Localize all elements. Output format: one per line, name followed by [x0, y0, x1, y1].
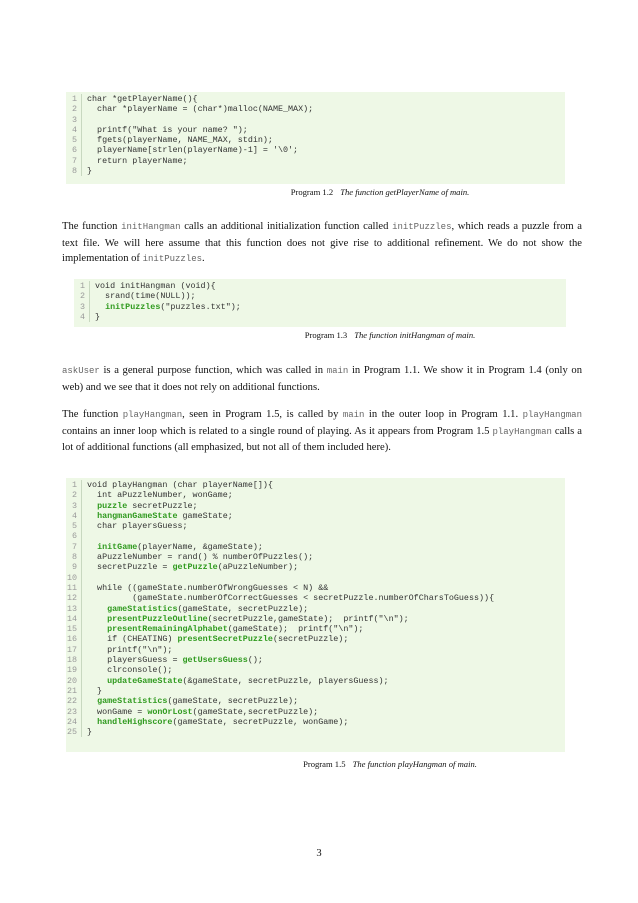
- code-segment: (&gameState, secretPuzzle, playersGuess);: [182, 675, 389, 686]
- line-number: 13: [66, 604, 82, 614]
- line-number: 14: [66, 614, 82, 624]
- line-number: 3: [66, 115, 82, 125]
- code-segment: (gameState, secretPuzzle, wonGame);: [172, 716, 349, 727]
- code-listing-program-1-5: [66, 478, 565, 752]
- paragraph-ask-user: [62, 363, 582, 395]
- code-line: [66, 135, 565, 145]
- caption-label: Program 1.5: [303, 759, 346, 769]
- code-text: [87, 501, 198, 511]
- code-line: [66, 156, 565, 166]
- code-text: [87, 583, 328, 593]
- line-number: 12: [66, 593, 82, 603]
- caption-label: Program 1.3: [304, 330, 348, 340]
- code-line: [66, 645, 565, 655]
- code-text: [95, 312, 100, 322]
- inline-code: main: [342, 410, 365, 420]
- line-number: 1: [74, 281, 90, 291]
- line-number: 6: [66, 145, 82, 155]
- code-segment: secretPuzzle;: [127, 500, 198, 511]
- code-segment: (aPuzzleNumber);: [217, 562, 299, 573]
- line-number: 5: [66, 135, 82, 145]
- code-segment: [87, 676, 107, 686]
- paragraph-text: is a general purpose function, which was called in: [99, 365, 327, 376]
- code-line: [66, 501, 565, 511]
- caption-text: The function playHangman of main.: [352, 759, 477, 769]
- code-listing-program-1-3: [74, 279, 566, 327]
- code-text: [87, 94, 198, 104]
- code-line: [66, 686, 565, 696]
- inline-code: askUser: [62, 366, 100, 376]
- code-segment: playersGuess =: [87, 655, 183, 666]
- line-number: 19: [66, 665, 82, 675]
- emphasized-function-name: hangmanGameState: [97, 510, 178, 521]
- code-segment: printf("\n");: [87, 644, 173, 655]
- code-listing-program-1-2: [66, 92, 565, 184]
- code-segment: }: [87, 685, 103, 696]
- line-number: 11: [66, 583, 82, 593]
- inline-code: initPuzzles: [142, 254, 203, 265]
- line-number: 9: [66, 562, 82, 572]
- line-number: 23: [66, 707, 82, 717]
- caption-program-1-2: [120, 187, 638, 197]
- code-line: [66, 655, 565, 665]
- code-line: [66, 531, 565, 541]
- paragraph-text: in Program 1.1. We show it in Program 1.4 (only on web) and we see that it does not rely on additional functions.: [62, 365, 583, 393]
- code-text: [87, 562, 298, 572]
- caption-text: The function getPlayerName of main.: [340, 187, 470, 197]
- line-number: 2: [66, 104, 82, 114]
- line-number: 4: [74, 312, 90, 322]
- emphasized-function-name: puzzle: [97, 500, 128, 511]
- code-text: [87, 624, 363, 634]
- line-number: 25: [66, 727, 82, 737]
- code-text: [87, 604, 308, 614]
- line-number: 7: [66, 156, 82, 166]
- code-line: [66, 727, 565, 737]
- inline-code: main: [326, 366, 349, 376]
- code-text: [87, 665, 172, 675]
- code-text: [87, 490, 233, 500]
- code-line: [66, 665, 565, 675]
- paragraph-text: The function: [62, 409, 123, 420]
- code-line: [66, 583, 565, 593]
- code-segment: return playerName;: [87, 155, 188, 166]
- code-text: [87, 542, 263, 552]
- code-segment: (gameState.numberOfCorrectGuesses < secretPuzzle.numberOfCharsToGuess)){: [87, 593, 495, 604]
- code-line: [66, 480, 565, 490]
- line-number: 17: [66, 645, 82, 655]
- code-segment: void initHangman (void){: [95, 281, 216, 291]
- code-segment: aPuzzleNumber = rand() % numberOfPuzzles();: [87, 552, 314, 563]
- code-segment: [87, 624, 107, 634]
- code-segment: char *playerName = (char*)malloc(NAME_MAX);: [87, 104, 314, 115]
- code-line: [66, 542, 565, 552]
- emphasized-function-name: getUsersGuess: [182, 655, 248, 666]
- code-segment: (playerName, &gameState);: [137, 541, 263, 552]
- code-line: [66, 624, 565, 634]
- emphasized-function-name: presentSecretPuzzle: [177, 634, 273, 645]
- code-segment: srand(time(NULL));: [95, 291, 196, 302]
- line-number: 15: [66, 624, 82, 634]
- code-line: [66, 562, 565, 572]
- code-line: [66, 676, 565, 686]
- emphasized-function-name: handleHighscore: [97, 716, 173, 727]
- code-line: [66, 604, 565, 614]
- code-line: [66, 717, 565, 727]
- line-number: 6: [66, 531, 82, 541]
- code-segment: ("puzzles.txt");: [160, 301, 241, 312]
- line-number: 2: [66, 490, 82, 500]
- code-segment: (gameState, secretPuzzle);: [177, 603, 309, 614]
- code-text: [87, 511, 233, 521]
- code-text: [87, 156, 188, 166]
- emphasized-function-name: presentPuzzleOutline: [107, 613, 208, 624]
- code-segment: [87, 542, 97, 552]
- code-line: [66, 593, 565, 603]
- line-number: 5: [66, 521, 82, 531]
- emphasized-function-name: initPuzzles: [105, 301, 161, 312]
- paragraph-play-hangman: [62, 407, 582, 456]
- line-number: 4: [66, 125, 82, 135]
- code-text: [95, 281, 216, 291]
- line-number: 16: [66, 634, 82, 644]
- line-number: 2: [74, 291, 90, 301]
- code-text: [87, 686, 102, 696]
- code-line: [66, 521, 565, 531]
- code-line: [66, 511, 565, 521]
- code-segment: [87, 614, 107, 624]
- code-segment: [87, 501, 97, 511]
- line-number: 20: [66, 676, 82, 686]
- line-number: 10: [66, 573, 82, 583]
- line-number: 18: [66, 655, 82, 665]
- page-number: 3: [316, 848, 322, 859]
- code-text: [87, 614, 409, 624]
- code-line: [74, 281, 566, 291]
- code-line: [74, 291, 566, 301]
- code-segment: (gameState,secretPuzzle);: [192, 706, 319, 717]
- line-number: 1: [66, 480, 82, 490]
- emphasized-function-name: wonOrLost: [147, 706, 193, 717]
- inline-code: initHangman: [121, 222, 181, 232]
- code-line: [66, 115, 565, 125]
- caption-label: Program 1.2: [290, 187, 334, 197]
- code-line: [66, 166, 565, 176]
- paragraph-init-hangman: [62, 219, 582, 268]
- emphasized-function-name: initGame: [97, 541, 138, 552]
- code-segment: (gameState); printf("\n");: [227, 624, 364, 635]
- emphasized-function-name: gameStatistics: [107, 603, 178, 614]
- code-segment: (secretPuzzle);: [272, 634, 349, 645]
- inline-code: initPuzzles: [392, 222, 452, 232]
- inline-code: playHangman: [522, 410, 582, 420]
- code-line: [74, 302, 566, 312]
- paragraph-text: calls a lot of additional functions (all emphasized, but not all of them included here).: [62, 425, 582, 454]
- code-segment: char *getPlayerName(){: [87, 94, 198, 104]
- code-line: [66, 614, 565, 624]
- line-number: 3: [66, 501, 82, 511]
- code-segment: (gameState, secretPuzzle);: [167, 696, 299, 707]
- code-segment: secretPuzzle =: [87, 562, 173, 573]
- emphasized-function-name: getPuzzle: [172, 562, 218, 573]
- emphasized-function-name: updateGameState: [107, 675, 183, 686]
- code-segment: void playHangman (char playerName[]){: [87, 480, 273, 490]
- emphasized-function-name: gameStatistics: [97, 696, 168, 707]
- code-text: [87, 135, 273, 145]
- caption-program-1-3: [140, 330, 638, 340]
- code-segment: }: [87, 727, 93, 738]
- code-segment: (secretPuzzle,gameState); printf("\n");: [207, 613, 409, 624]
- code-text: [87, 645, 172, 655]
- code-text: [87, 696, 298, 706]
- code-segment: printf("What is your name? ");: [87, 124, 248, 135]
- paragraph-text: , which reads a puzzle from a text file. We will here assume that this function does not give rise to additional refinement. We do not show the implementation of: [62, 221, 583, 265]
- code-text: [87, 480, 273, 490]
- code-line: [66, 552, 565, 562]
- code-text: [87, 655, 263, 665]
- code-text: [95, 302, 241, 312]
- code-segment: [87, 717, 97, 727]
- code-text: [87, 166, 92, 176]
- code-segment: [87, 511, 97, 521]
- code-text: [87, 676, 389, 686]
- code-text: [87, 717, 348, 727]
- code-line: [66, 104, 565, 114]
- paragraph-text: contains an inner loop which is related to a single round of playing. As it appears from Program 1.5: [62, 425, 493, 437]
- code-segment: char playersGuess;: [87, 521, 188, 532]
- line-number: 8: [66, 552, 82, 562]
- code-text: [87, 104, 313, 114]
- code-segment: if (CHEATING): [87, 634, 178, 645]
- code-segment: gameState;: [177, 510, 233, 521]
- code-text: [87, 634, 348, 644]
- code-line: [66, 707, 565, 717]
- code-segment: [87, 604, 107, 614]
- code-line: [66, 634, 565, 644]
- code-text: [87, 593, 494, 603]
- code-segment: clrconsole();: [87, 665, 173, 676]
- line-number: 24: [66, 717, 82, 727]
- code-line: [74, 312, 566, 322]
- inline-code: playHangman: [492, 426, 552, 437]
- paragraph-text: calls an additional initialization function called: [180, 221, 393, 232]
- code-text: [87, 707, 318, 717]
- paragraph-text: .: [202, 253, 205, 265]
- code-segment: }: [87, 166, 93, 177]
- code-text: [87, 727, 92, 737]
- code-segment: while ((gameState.numberOfWrongGuesses < N) &&: [87, 582, 329, 593]
- paragraph-text: The function: [62, 221, 122, 232]
- line-number: 21: [66, 686, 82, 696]
- line-number: 22: [66, 696, 82, 706]
- inline-code: playHangman: [122, 410, 183, 420]
- code-segment: int aPuzzleNumber, wonGame;: [87, 490, 233, 501]
- code-segment: ();: [247, 655, 263, 666]
- line-number: 1: [66, 94, 82, 104]
- line-number: 7: [66, 542, 82, 552]
- code-line: [66, 145, 565, 155]
- code-text: [95, 291, 196, 301]
- caption-text: The function initHangman of main.: [354, 330, 476, 340]
- code-segment: [87, 696, 97, 706]
- emphasized-function-name: presentRemainingAlphabet: [107, 624, 228, 635]
- code-text: [87, 125, 248, 135]
- code-segment: playerName[strlen(playerName)-1] = '\0';: [87, 145, 299, 156]
- caption-program-1-5: [140, 759, 638, 769]
- code-line: [66, 490, 565, 500]
- code-line: [66, 573, 565, 583]
- code-text: [87, 145, 298, 155]
- line-number: 4: [66, 511, 82, 521]
- paragraph-text: in the outer loop in Program 1.1.: [364, 409, 523, 420]
- code-segment: [95, 302, 105, 312]
- code-segment: }: [95, 311, 101, 322]
- code-line: [66, 696, 565, 706]
- line-number: 3: [74, 302, 90, 312]
- code-segment: wonGame =: [87, 706, 148, 717]
- code-line: [66, 94, 565, 104]
- code-text: [87, 521, 188, 531]
- paragraph-text: , seen in Program 1.5, is called by: [182, 409, 343, 420]
- code-line: [66, 125, 565, 135]
- code-text: [87, 552, 313, 562]
- line-number: 8: [66, 166, 82, 176]
- code-segment: fgets(playerName, NAME_MAX, stdin);: [87, 135, 273, 146]
